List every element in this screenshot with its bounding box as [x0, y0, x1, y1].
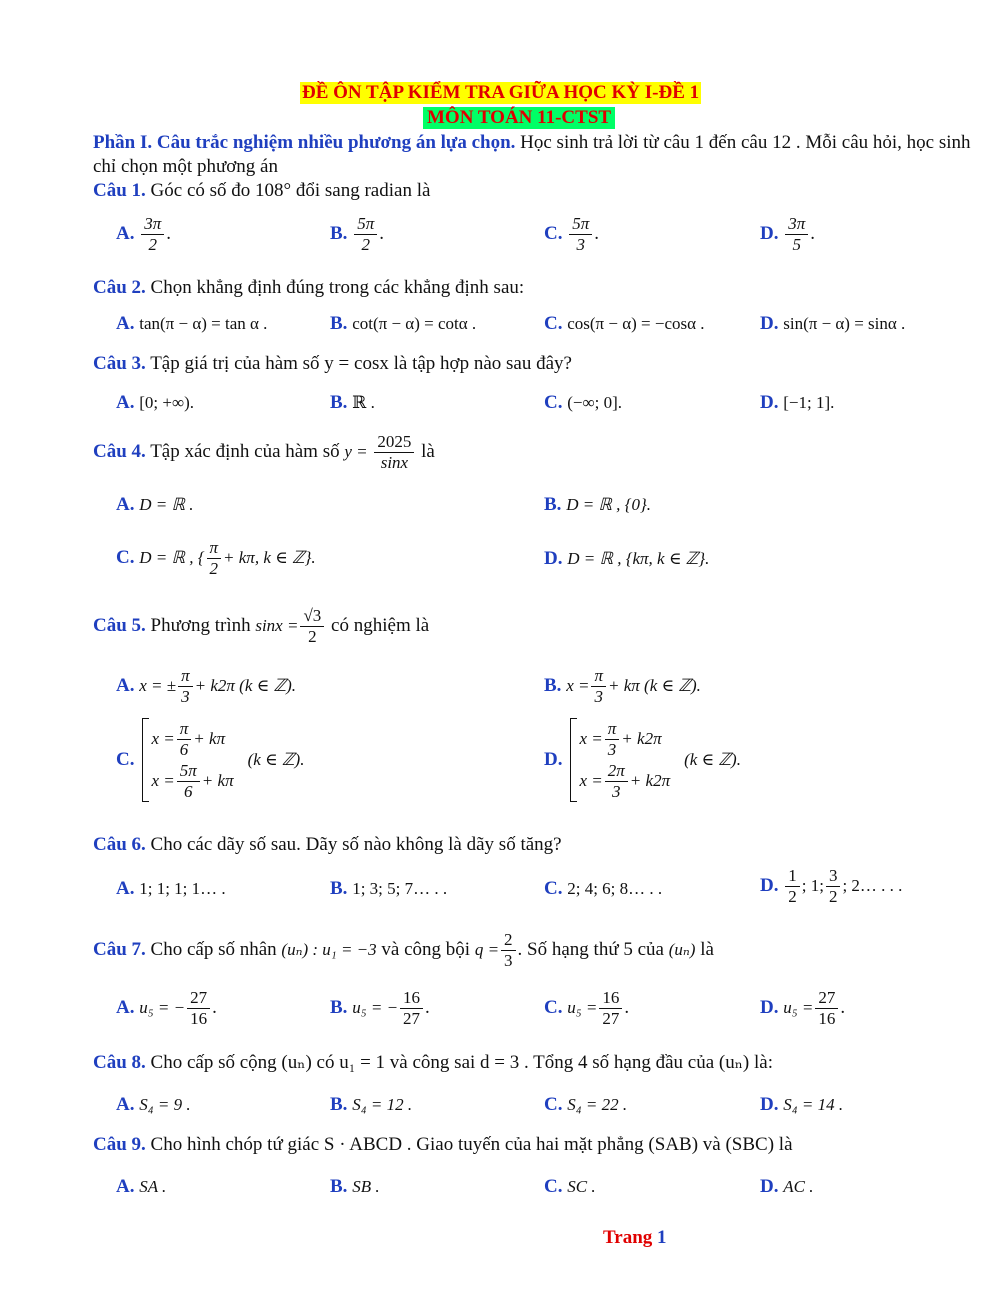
part-intro: [93, 131, 973, 179]
option-letter: A.: [116, 674, 135, 696]
fraction: [177, 761, 200, 802]
option-letter: A.: [116, 494, 135, 515]
fraction: [141, 214, 164, 255]
q9-option-a[interactable]: [116, 1176, 166, 1198]
option-letter: D.: [760, 1094, 779, 1115]
numerator: π: [591, 666, 606, 687]
fraction: [177, 719, 192, 760]
q3-option-c[interactable]: [544, 392, 622, 414]
option-text: S₄ = 9 .: [139, 1095, 191, 1114]
option-letter: B.: [330, 1176, 348, 1197]
numerator: 3π: [141, 214, 164, 235]
fraction: [591, 666, 606, 707]
q7-option-b[interactable]: B. u₅ = − $\frac{16}{27}$ .: [330, 988, 430, 1028]
fraction: [178, 666, 193, 707]
option-text: + kπ (k ∈ ℤ).: [608, 675, 701, 695]
equation-system: [570, 718, 670, 802]
option-letter: D.: [760, 874, 779, 896]
q1-option-c[interactable]: C. $\frac{5\pi}{3}$ .: [544, 214, 600, 254]
numerator: π: [178, 666, 193, 687]
q6-option-d[interactable]: [760, 866, 902, 907]
option-text: + k2π (k ∈ ℤ).: [194, 675, 297, 695]
math-expr: x =: [151, 771, 175, 790]
question-label: Câu 6.: [93, 834, 146, 855]
question-label: Câu 9.: [93, 1134, 146, 1155]
question-4: [93, 432, 435, 473]
option-text: 1; 1; 1; 1… .: [139, 879, 226, 898]
option-letter: A.: [116, 996, 135, 1018]
question-text: Tập giá trị của hàm số y = cosx là tập hợp nào sau đây?: [145, 353, 572, 374]
option-letter: A.: [116, 1094, 135, 1115]
denominator: sinx: [380, 453, 409, 472]
q2-option-d[interactable]: [760, 313, 905, 335]
math-expr: + kπ: [201, 771, 234, 790]
denominator: 3: [594, 687, 603, 706]
q8-option-d[interactable]: [760, 1094, 843, 1116]
denominator: 16: [190, 1009, 208, 1028]
fraction: [400, 988, 423, 1029]
q7-option-d[interactable]: D. u₅ = $\frac{27}{16}$ .: [760, 988, 846, 1028]
option-letter: B.: [330, 222, 348, 244]
option-text: SC .: [567, 1177, 596, 1196]
question-label: Câu 3.: [93, 353, 146, 374]
fraction: [605, 719, 620, 760]
denominator: 2: [788, 887, 797, 906]
denominator: 3: [181, 687, 190, 706]
fraction: [785, 866, 800, 907]
question-5: [93, 606, 429, 647]
option-text: (k ∈ ℤ).: [684, 750, 741, 769]
question-6: [93, 834, 562, 856]
q1-option-b[interactable]: B. $\frac{5\pi}{2}$ .: [330, 214, 384, 254]
question-text: Góc có số đo 108° đổi sang radian là: [145, 180, 431, 201]
numerator: 5π: [354, 214, 377, 235]
fraction: [815, 988, 838, 1029]
q9-option-b[interactable]: [330, 1176, 380, 1198]
system-row: [579, 718, 670, 760]
option-letter: D.: [760, 996, 779, 1018]
numerator: 2: [501, 930, 516, 951]
option-letter: C.: [544, 392, 563, 413]
q2-option-a[interactable]: [116, 313, 267, 335]
option-letter: D.: [760, 392, 779, 413]
numerator: 16: [400, 988, 423, 1009]
denominator: 5: [792, 235, 801, 254]
math-expr: sinx =: [255, 615, 299, 635]
question-text: Cho cấp số nhân: [145, 938, 282, 960]
q5-option-c[interactable]: [116, 718, 304, 802]
question-8: [93, 1051, 773, 1074]
denominator: 3: [607, 739, 617, 759]
system-row: [151, 760, 233, 802]
q7-option-a[interactable]: A. u₅ = − $\frac{27}{16}$ .: [116, 988, 217, 1028]
q5-option-d[interactable]: [544, 718, 741, 802]
fraction: [501, 930, 516, 971]
q5-option-b[interactable]: [544, 666, 701, 707]
option-text: D = ℝ , {0}.: [566, 495, 651, 514]
math-expr: + k2π: [621, 729, 662, 748]
option-text: u₅ = −: [352, 997, 399, 1017]
q9-option-d[interactable]: [760, 1176, 813, 1198]
question-text: có nghiệm là: [326, 614, 430, 636]
q7-option-c[interactable]: C. u₅ = $\frac{16}{27}$ .: [544, 988, 630, 1028]
math-expr: (uₙ): [668, 939, 696, 959]
q4-option-c[interactable]: [116, 538, 316, 579]
system-row: [151, 718, 233, 760]
denominator: 2: [828, 887, 838, 906]
numerator: π: [177, 719, 192, 740]
denominator: 3: [576, 235, 585, 254]
option-letter: A.: [116, 392, 135, 413]
q2-option-b[interactable]: [330, 313, 476, 335]
option-text: S₄ = 14 .: [783, 1095, 844, 1114]
option-text: x = ±: [139, 675, 177, 695]
question-text: Cho hình chóp tứ giác S · ABCD . Giao tuyến của hai mặt phẳng (SAB) và (SBC) là: [145, 1134, 793, 1155]
option-letter: A.: [116, 1176, 135, 1197]
option-letter: B.: [544, 674, 562, 696]
question-text: và công bội: [376, 938, 475, 960]
q8-option-b[interactable]: [330, 1094, 412, 1116]
option-text: u₅ = −: [139, 997, 186, 1017]
numerator: π: [605, 719, 620, 740]
option-text: D = ℝ , {kπ, k ∈ ℤ}.: [567, 549, 710, 568]
denominator: 27: [602, 1009, 620, 1028]
numerator: π: [207, 538, 222, 559]
option-letter: D.: [760, 1176, 779, 1197]
q3-option-b[interactable]: [330, 392, 375, 414]
option-letter: C.: [544, 878, 563, 899]
math-expr: (uₙ) : u₁ = −3: [281, 939, 377, 959]
option-letter: B.: [330, 313, 348, 334]
denominator: 16: [818, 1009, 836, 1028]
question-text: Tập xác định của hàm số: [145, 440, 345, 462]
page-number: 1: [657, 1227, 667, 1248]
option-text: (−∞; 0].: [567, 393, 622, 412]
fraction: [300, 606, 324, 647]
math-expr: x =: [579, 729, 603, 748]
question-label: Câu 7.: [93, 938, 146, 960]
option-letter: D.: [760, 313, 779, 334]
question-text: Chọn khẳng định đúng trong các khẳng định sau:: [145, 277, 525, 298]
question-2: [93, 277, 524, 299]
numerator: 27: [815, 988, 838, 1009]
math-expr: + k2π: [629, 771, 671, 790]
option-letter: D.: [544, 548, 563, 569]
math-expr: q =: [474, 939, 500, 959]
math-expr: + kπ: [193, 729, 226, 748]
page-label: Trang: [603, 1227, 653, 1248]
option-letter: C.: [544, 1094, 563, 1115]
math-expr: x =: [579, 771, 603, 790]
question-7: [93, 930, 714, 971]
q5-option-a[interactable]: [116, 666, 296, 707]
q6-option-c[interactable]: [544, 878, 662, 900]
option-letter: D.: [544, 749, 563, 770]
option-text: u₅ =: [783, 997, 814, 1017]
fraction: [785, 214, 808, 255]
question-label: Câu 1.: [93, 180, 146, 201]
question-label: Câu 8.: [93, 1052, 146, 1073]
numerator: 2π: [605, 761, 628, 782]
option-text: cot(π − α) = cotα .: [352, 314, 477, 333]
denominator: 2: [209, 559, 219, 578]
page-footer: [603, 1227, 667, 1249]
option-text: S₄ = 12 .: [352, 1095, 413, 1114]
question-text: là: [416, 440, 435, 462]
option-text: AC .: [783, 1177, 814, 1196]
option-text: cos(π − α) = −cosα .: [567, 314, 705, 333]
math-expr: y =: [344, 441, 368, 461]
fraction: [826, 866, 841, 907]
q8-option-a[interactable]: [116, 1094, 191, 1116]
numerator: 16: [599, 988, 622, 1009]
option-letter: C.: [544, 313, 563, 334]
numerator: √3: [300, 606, 324, 627]
option-letter: B.: [330, 996, 348, 1018]
question-text: là: [695, 938, 714, 960]
exam-subtitle: MÔN TOÁN 11-CTST: [423, 107, 615, 129]
question-3: [93, 353, 572, 375]
denominator: 6: [184, 781, 193, 801]
option-letter: C.: [544, 996, 563, 1018]
denominator: 2: [148, 235, 157, 254]
q6-option-b[interactable]: [330, 878, 447, 900]
math-expr: x =: [151, 729, 175, 748]
question-text: Cho cấp số cộng (uₙ) có u₁ = 1 và công sai d = 3 . Tổng 4 số hạng đầu của (uₙ) là:: [145, 1052, 774, 1073]
q1-option-d[interactable]: D. $\frac{3\pi}{5}$ .: [760, 214, 816, 254]
fraction: [207, 538, 222, 579]
equation-system: [142, 718, 233, 802]
option-text: x =: [566, 675, 590, 695]
question-1: [93, 180, 430, 202]
question-text: Phương trình: [145, 614, 256, 636]
option-letter: A.: [116, 878, 135, 899]
option-letter: A.: [116, 222, 135, 244]
q2-option-c[interactable]: [544, 313, 705, 335]
option-text: u₅ =: [567, 997, 598, 1017]
q3-option-d[interactable]: [760, 392, 834, 414]
denominator: 3: [612, 781, 621, 801]
option-letter: B.: [330, 1094, 348, 1115]
denominator: 3: [504, 951, 513, 970]
option-letter: B.: [330, 392, 348, 413]
question-9: [93, 1134, 793, 1156]
fraction: [374, 432, 414, 473]
numerator: 5π: [177, 761, 200, 782]
option-text: sin(π − α) = sinα .: [783, 314, 906, 333]
option-text: 1; 3; 5; 7… . .: [352, 879, 448, 898]
option-text: SB .: [352, 1177, 380, 1196]
option-letter: B.: [544, 494, 562, 515]
option-text: ; 2… . . .: [842, 875, 903, 895]
q4-option-d[interactable]: [544, 548, 709, 570]
q6-option-a[interactable]: [116, 878, 226, 900]
option-text: D = ℝ .: [139, 495, 194, 514]
option-text: tan(π − α) = tan α .: [139, 314, 268, 333]
fraction: [599, 988, 622, 1029]
numerator: 2025: [374, 432, 414, 453]
option-text: ℝ .: [352, 393, 375, 412]
system-row: [579, 760, 670, 802]
part-instructions: Học sinh trả lời từ câu 1 đến câu 12 . Mỗi câu hỏi, học sinh chỉ chọn một phương án: [93, 132, 971, 177]
q3-option-a[interactable]: [116, 392, 194, 414]
q8-option-c[interactable]: [544, 1094, 627, 1116]
denominator: 2: [308, 627, 317, 646]
fraction: [187, 988, 210, 1029]
question-label: Câu 4.: [93, 440, 146, 462]
q1-option-a[interactable]: A. $\frac{3\pi}{2}$ .: [116, 214, 172, 254]
fraction: [605, 761, 628, 802]
option-letter: C.: [116, 749, 135, 770]
option-text: D = ℝ , {: [139, 547, 205, 567]
option-letter: B.: [330, 878, 348, 899]
exam-title: ĐỀ ÔN TẬP KIỂM TRA GIỮA HỌC KỲ I-ĐỀ 1: [302, 82, 700, 103]
numerator: 1: [785, 866, 800, 887]
option-letter: C.: [116, 546, 135, 568]
part-heading: Phần I. Câu trắc nghiệm nhiều phương án lựa chọn.: [93, 132, 516, 153]
numerator: 3: [826, 866, 841, 887]
option-text: [0; +∞).: [139, 393, 194, 412]
q4-option-a[interactable]: [116, 494, 193, 516]
question-label: Câu 5.: [93, 614, 146, 636]
question-text: Cho các dãy số sau. Dãy số nào không là dãy số tăng?: [145, 834, 562, 855]
fraction: [354, 214, 377, 255]
fraction: [569, 214, 592, 255]
q4-option-b[interactable]: [544, 494, 651, 516]
q9-option-c[interactable]: [544, 1176, 596, 1198]
question-label: Câu 2.: [93, 277, 146, 298]
option-letter: D.: [760, 222, 779, 244]
option-text: [−1; 1].: [783, 393, 835, 412]
option-text: S₄ = 22 .: [567, 1095, 628, 1114]
option-text: ; 1;: [801, 875, 824, 895]
option-text: (k ∈ ℤ).: [247, 750, 305, 769]
option-letter: A.: [116, 313, 135, 334]
option-text: 2; 4; 6; 8… . .: [567, 879, 663, 898]
numerator: 3π: [785, 214, 808, 235]
option-text: SA .: [139, 1177, 167, 1196]
numerator: 5π: [569, 214, 592, 235]
denominator: 2: [361, 235, 370, 254]
denominator: 27: [403, 1009, 421, 1028]
denominator: 6: [179, 739, 189, 759]
option-text: + kπ, k ∈ ℤ}.: [223, 547, 316, 567]
option-letter: C.: [544, 1176, 563, 1197]
option-letter: C.: [544, 222, 563, 244]
question-text: . Số hạng thứ 5 của: [517, 938, 669, 960]
numerator: 27: [187, 988, 210, 1009]
